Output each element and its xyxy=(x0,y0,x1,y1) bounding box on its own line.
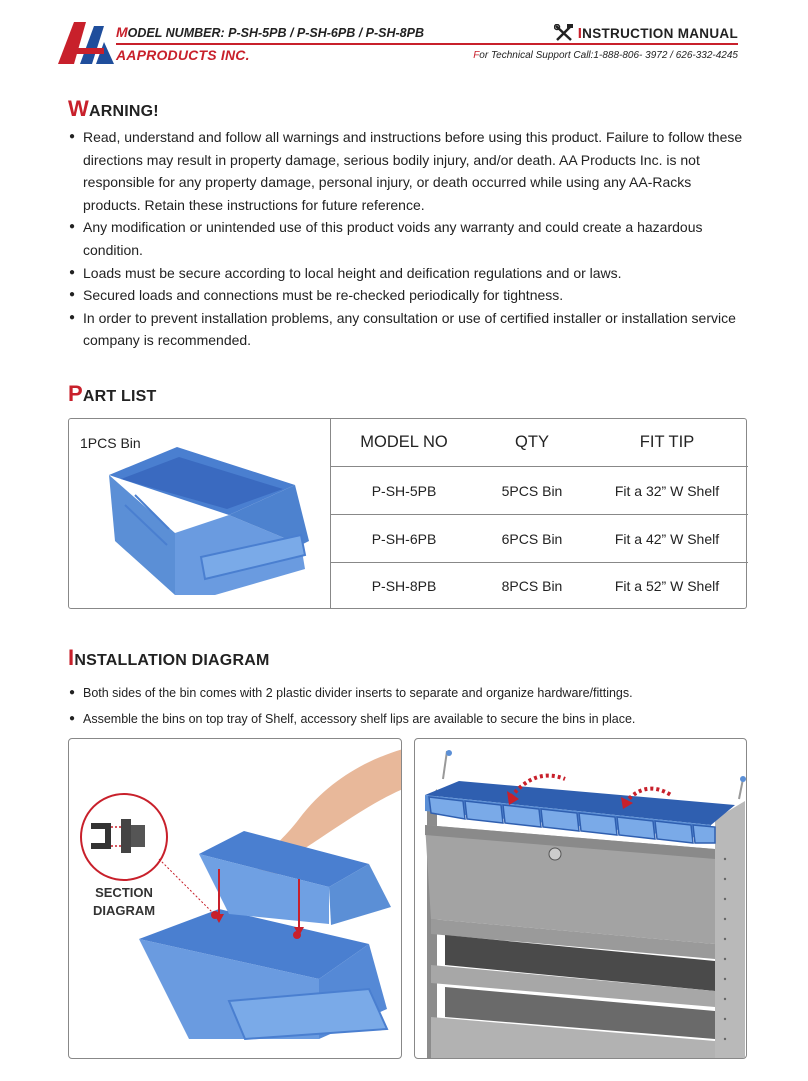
shelf-with-bins-illustration xyxy=(415,739,747,1059)
model-number: MODEL NUMBER: P-SH-5PB / P-SH-6PB / P-SH-8PB xyxy=(116,24,425,40)
list-item: ● Assemble the bins on top tray of Shelf, accessory shelf lips are available to secure the bins in place. xyxy=(69,706,759,732)
section-label: SECTION xyxy=(95,885,153,900)
stacking-bins-image xyxy=(68,738,402,1059)
part-list-table xyxy=(68,418,747,609)
list-item: ● Any modification or unintended use of this product voids any warranty and could create a hazardous condition. xyxy=(69,216,749,261)
stacking-bins-illustration xyxy=(69,739,402,1059)
bin-image-label: 1PCS Bin xyxy=(80,435,141,451)
bin-image xyxy=(105,445,315,595)
list-item: ● Secured loads and connections must be re-checked periodically for tightness. xyxy=(69,284,749,307)
support-line: For Technical Support Call:1-888-806- 3972 / 626-332-4245 xyxy=(473,50,738,61)
tools-icon xyxy=(554,24,574,42)
installation-list xyxy=(69,680,759,732)
list-item: ● In order to prevent installation problems, any consultation or use of certified installer or installation service company is recommended. xyxy=(69,307,749,352)
list-item: ● Read, understand and follow all warnings and instructions before using this product. Failure to follow these directions may result in property damage, serious bodily injury, and/or death. AA Products Inc. is not responsible for any property damage, personal injury, or death occurred while using any AA-Racks products. Retain these instructions for future reference. xyxy=(69,126,749,216)
table-header: MODEL NO QTY FIT TIP xyxy=(331,419,748,467)
diagram-label: DIAGRAM xyxy=(92,903,156,918)
warning-title: WARNING! xyxy=(68,96,159,121)
table-row: P-SH-8PB 8PCS Bin Fit a 52” W Shelf xyxy=(371,577,720,594)
list-item: ● Loads must be secure according to local height and deification regulations and or laws. xyxy=(69,262,749,285)
table-row: P-SH-6PB 6PCS Bin Fit a 42” W Shelf xyxy=(331,515,748,563)
instruction-manual-title: INSTRUCTION MANUAL xyxy=(554,24,738,42)
company-name: AAPRODUCTS INC. xyxy=(116,47,250,63)
warning-list xyxy=(69,126,749,352)
aaproducts-logo xyxy=(58,22,114,64)
shelf-with-bins-image xyxy=(414,738,747,1059)
bin-image-cell xyxy=(69,419,331,608)
table-row: P-SH-5PB 5PCS Bin Fit a 32” W Shelf xyxy=(331,467,748,515)
part-list-title: PART LIST xyxy=(68,381,157,406)
list-item: ● Both sides of the bin comes with 2 plastic divider inserts to separate and organize hardware/fittings. xyxy=(69,680,759,706)
header-divider xyxy=(116,43,738,45)
installation-title: INSTALLATION DIAGRAM xyxy=(68,645,270,670)
